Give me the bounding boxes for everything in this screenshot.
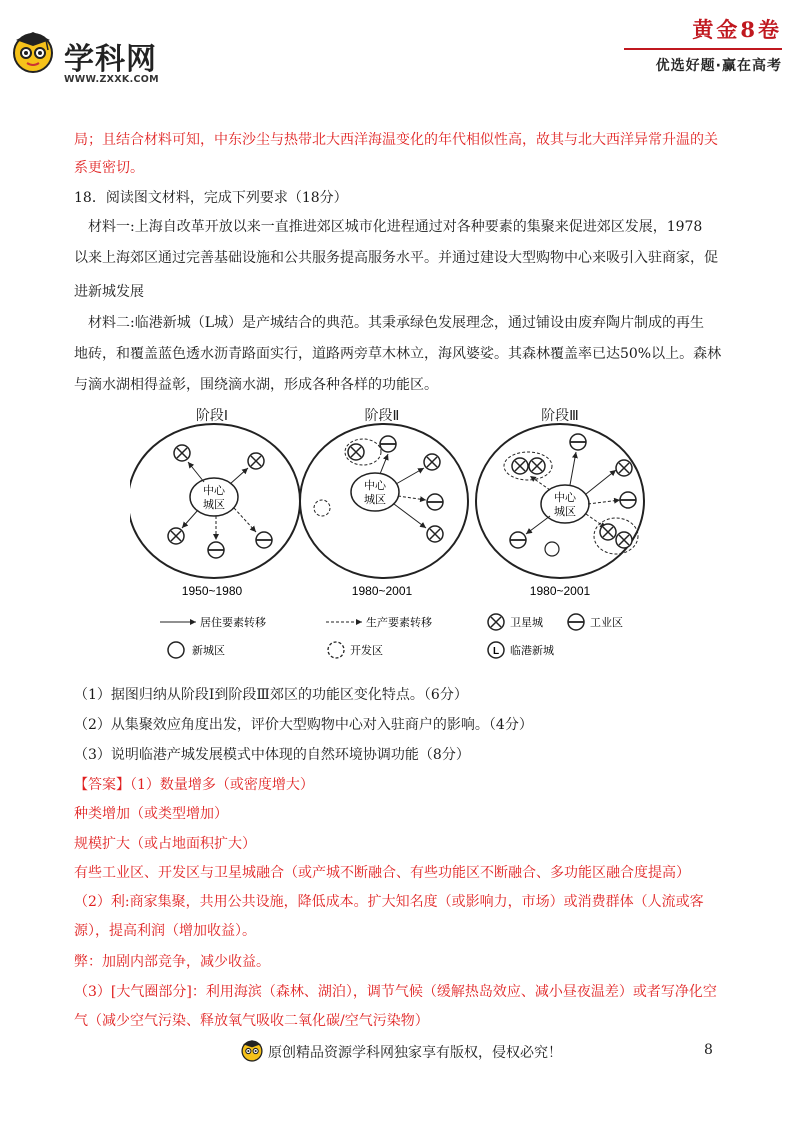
stage-2-panel	[300, 424, 468, 578]
material-2-line-2: 地砖，和覆盖蓝色透水沥青路面实行，道路两旁草木林立，海风婆娑。其森林覆盖率已达50%以上。森林	[74, 346, 722, 362]
material-2-line-3: 与滴水湖相得益彰，围绕滴水湖，形成各种各样的功能区。	[74, 377, 438, 393]
industrial-zone-icon	[510, 532, 526, 548]
question-18-title: 18．阅读图文材料，完成下列要求（18分）	[74, 190, 348, 206]
satellite-city-icon	[168, 528, 184, 544]
logo-url: WWW.ZXXK.COM	[64, 74, 159, 85]
satellite-city-icon	[488, 614, 504, 630]
diagram-legend	[160, 614, 623, 658]
stage-3-panel	[476, 424, 644, 578]
industrial-zone-icon	[620, 492, 636, 508]
stage-1-title: 阶段Ⅰ	[195, 407, 229, 423]
satellite-city-icon	[512, 458, 528, 474]
satellite-city-icon	[248, 453, 264, 469]
stage-3-title: 阶段Ⅲ	[541, 407, 579, 423]
brand-divider	[624, 48, 782, 50]
answer-prev-line-2: 系更密切。	[74, 160, 144, 176]
svg-text:城区: 城区	[203, 499, 225, 511]
dev-zone-icon	[328, 642, 344, 658]
industrial-zone-icon	[380, 436, 396, 452]
answer-1-line-3: 规模扩大（或占地面积扩大）	[74, 836, 256, 852]
brand-title: 黄金8卷	[692, 17, 782, 42]
legend-dev-zone: 开发区	[350, 645, 383, 657]
brand-slogan: 优选好题·赢在高考	[655, 58, 782, 74]
industrial-zone-icon	[570, 434, 586, 450]
legend-lingang: 临港新城	[510, 645, 554, 657]
page-header	[0, 0, 800, 92]
answer-3-line-1: （3）[大气圈部分]：利用海滨（森林、湖泊），调节气候（缓解热岛效应、减小昼夜温差）或者写净化空	[74, 984, 717, 1000]
satellite-city-icon	[348, 444, 364, 460]
question-2: （2）从集聚效应角度出发，评价大型购物中心对入驻商户的影响。（4分）	[74, 717, 533, 733]
answer-3-line-2: 气（减少空气污染、释放氧气吸收二氧化碳/空气污染物）	[74, 1013, 429, 1029]
svg-text:中心: 中心	[203, 485, 225, 497]
material-2-line-1: 材料二:临港新城（L城）是产城结合的典范。其秉承绿色发展理念，通过铺设由废弃陶片制成的再生	[74, 315, 705, 331]
industrial-zone-icon	[256, 532, 272, 548]
stage-3-years: 1980~2001	[529, 584, 591, 598]
satellite-city-icon	[174, 445, 190, 461]
stage-2-years: 1980~2001	[351, 584, 413, 598]
svg-text:中心: 中心	[554, 492, 576, 504]
stage-2-title: 阶段Ⅱ	[364, 407, 400, 423]
svg-text:城区: 城区	[364, 494, 386, 506]
material-1-line-1: 材料一:上海自改革开放以来一直推进郊区城市化进程通过对各种要素的集聚来促进郊区发展，1978	[74, 219, 703, 235]
legend-satellite: 卫星城	[510, 617, 543, 629]
answer-1-line-4: 有些工业区、开发区与卫星城融合（或产城不断融合、有些功能区不断融合、多功能区融合度提高）	[74, 865, 690, 881]
material-1-line-2: 以来上海郊区通过完善基础设施和公共服务提高服务水平。并通过建设大型购物中心来吸引入驻商家，促	[74, 250, 718, 266]
zxxk-logo[interactable]	[8, 16, 208, 86]
stage-1-years: 1950~1980	[181, 584, 243, 598]
answer-1-line-1: 【答案】（1）数量增多（或密度增大）	[74, 777, 314, 793]
satellite-city-icon	[529, 458, 545, 474]
owl-mascot-icon	[10, 28, 56, 74]
svg-text:中心: 中心	[364, 480, 386, 492]
material-1-line-3: 进新城发展	[74, 284, 144, 300]
owl-mascot-icon	[240, 1038, 264, 1062]
satellite-city-icon	[424, 454, 440, 470]
answer-2-line-1: （2）利:商家集聚，共用公共设施，降低成本。扩大知名度（或影响力，市场）或消费群体（人流或客	[74, 894, 704, 910]
new-city-icon	[545, 542, 559, 556]
svg-text:城区: 城区	[554, 506, 576, 518]
question-3: （3）说明临港产城发展模式中体现的自然环境协调功能（8分）	[74, 747, 470, 763]
page-footer	[0, 1038, 800, 1068]
stage-diagram	[130, 404, 670, 666]
legend-production: 生产要素转移	[366, 617, 432, 629]
industrial-zone-icon	[208, 542, 224, 558]
answer-2-line-3: 弊：加剧内部竞争，减少收益。	[74, 954, 270, 970]
answer-2-line-2: 源），提高利润（增加收益）。	[74, 923, 256, 939]
new-city-icon	[168, 642, 184, 658]
legend-industrial: 工业区	[590, 617, 623, 629]
industrial-zone-icon	[568, 614, 584, 630]
question-1: （1）据图归纳从阶段Ⅰ到阶段Ⅲ郊区的功能区变化特点。（6分）	[74, 687, 468, 703]
dev-zone-icon	[314, 500, 330, 516]
stage-1-panel	[130, 424, 300, 578]
satellite-city-icon	[600, 524, 616, 540]
legend-new-city: 新城区	[192, 645, 225, 657]
brand-block	[624, 14, 782, 75]
logo-name: 学科网	[64, 42, 157, 77]
satellite-city-icon	[427, 526, 443, 542]
answer-1-line-2: 种类增加（或类型增加）	[74, 806, 228, 822]
copyright-notice: 原创精品资源学科网独家享有版权，侵权必究！	[268, 1045, 562, 1061]
legend-residential: 居住要素转移	[200, 617, 266, 629]
svg-text:L: L	[492, 646, 500, 657]
industrial-zone-icon	[427, 494, 443, 510]
satellite-city-icon	[616, 532, 632, 548]
satellite-city-icon	[616, 460, 632, 476]
answer-prev-line-1: 局；且结合材料可知，中东沙尘与热带北大西洋海温变化的年代相似性高，故其与北大西洋异常升温的关	[74, 132, 718, 148]
page-number: 8	[704, 1042, 713, 1058]
